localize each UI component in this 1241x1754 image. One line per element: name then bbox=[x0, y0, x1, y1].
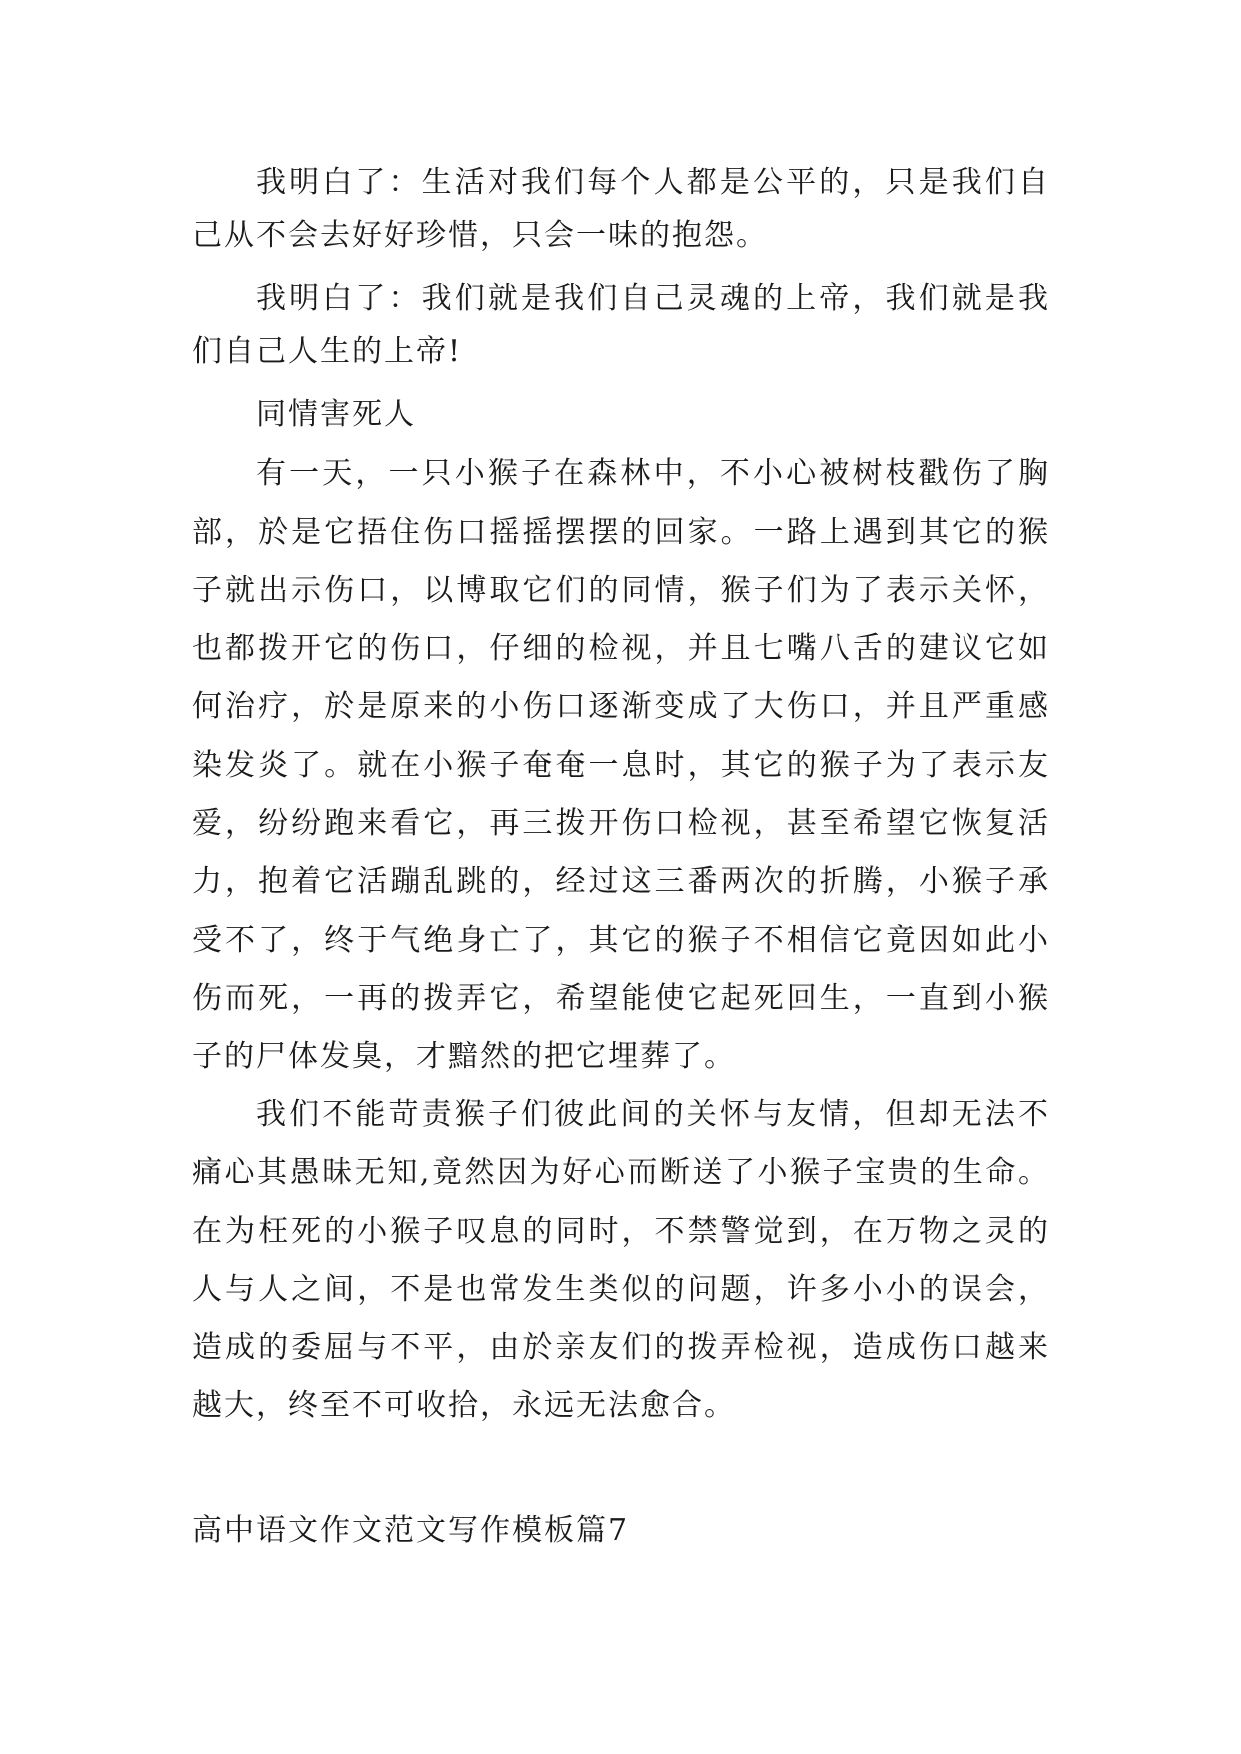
paragraph-line: 子的尸体发臭，才黯然的把它埋葬了。 bbox=[192, 1039, 736, 1074]
paragraph-line: 子就出示伤口，以博取它们的同情，猴子们为了表示关怀， bbox=[192, 573, 1048, 608]
paragraph-line: 力，抱着它活蹦乱跳的，经过这三番两次的折腾，小猴子承 bbox=[192, 864, 1048, 899]
section-heading: 高中语文作文范文写作模板篇7 bbox=[192, 1513, 630, 1548]
paragraph-line: 人与人之间，不是也常发生类似的问题，许多小小的误会， bbox=[192, 1272, 1048, 1307]
paragraph-line: 部，於是它捂住伤口摇摇摆摆的回家。一路上遇到其它的猴 bbox=[192, 515, 1048, 550]
paragraph-line: 己从不会去好好珍惜，只会一味的抱怨。 bbox=[192, 218, 768, 253]
paragraph-line: 造成的委屈与不平，由於亲友们的拨弄检视，造成伤口越来 bbox=[192, 1330, 1048, 1365]
paragraph-line: 伤而死，一再的拨弄它，希望能使它起死回生，一直到小猴 bbox=[192, 981, 1048, 1016]
paragraph-line: 何治疗，於是原来的小伤口逐渐变成了大伤口，并且严重感 bbox=[192, 689, 1048, 724]
paragraph-line: 染发炎了。就在小猴子奄奄一息时，其它的猴子为了表示友 bbox=[192, 748, 1048, 783]
paragraph-line: 在为枉死的小猴子叹息的同时，不禁警觉到，在万物之灵的 bbox=[192, 1214, 1048, 1249]
paragraph-line: 受不了，终于气绝身亡了，其它的猴子不相信它竟因如此小 bbox=[192, 923, 1048, 958]
paragraph-line: 痛心其愚昧无知,竟然因为好心而断送了小猴子宝贵的生命。 bbox=[192, 1155, 1048, 1190]
paragraph-line: 爱，纷纷跑来看它，再三拨开伤口检视，甚至希望它恢复活 bbox=[192, 806, 1048, 841]
paragraph-line: 我们不能苛责猴子们彼此间的关怀与友情，但却无法不 bbox=[256, 1097, 1048, 1132]
paragraph-line: 越大，终至不可收拾，永远无法愈合。 bbox=[192, 1388, 736, 1423]
paragraph-line: 也都拨开它的伤口，仔细的检视，并且七嘴八舌的建议它如 bbox=[192, 631, 1048, 666]
paragraph-line: 我明白了：我们就是我们自己灵魂的上帝，我们就是我 bbox=[256, 281, 1048, 316]
paragraph-line: 有一天，一只小猴子在森林中，不小心被树枝戳伤了胸 bbox=[256, 456, 1048, 491]
paragraph-line: 我明白了：生活对我们每个人都是公平的，只是我们自 bbox=[256, 165, 1048, 200]
paragraph-line: 们自己人生的上帝! bbox=[192, 334, 463, 369]
subheading-line: 同情害死人 bbox=[256, 397, 416, 432]
